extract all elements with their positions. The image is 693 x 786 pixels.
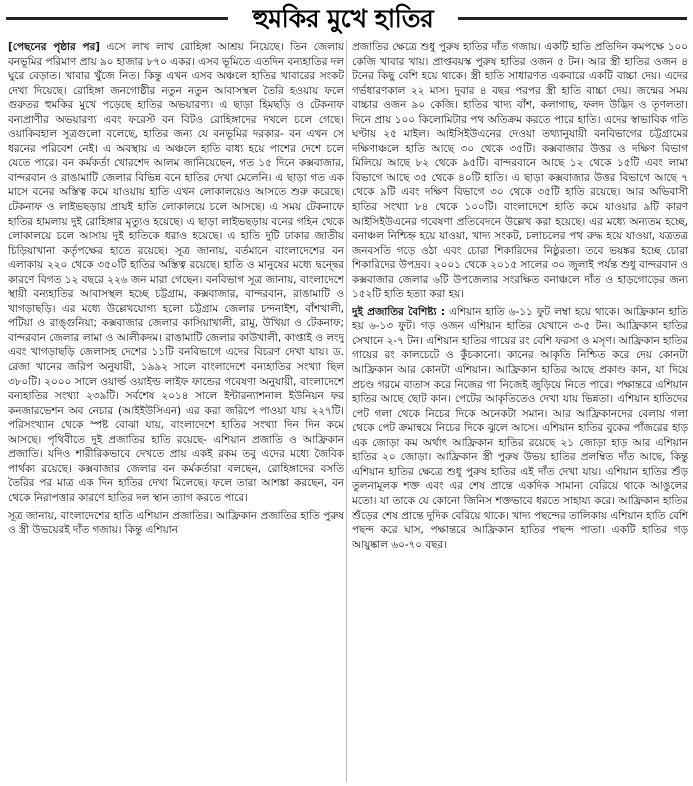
article-column-right bbox=[352, 40, 688, 782]
page-headline: হুমকির মুখে হাতির bbox=[252, 4, 434, 33]
paragraph-text: এসে লাখ লাখ রোহিঙ্গা আশ্রয় নিয়েছে। তিন জেলায় বনভূমির পরিমাণ প্রায় ৯০ হাজার ৮৭০ একর। এসব ভূমিতে এতদিন বন্যহাতির দল ঘুরে বেড়াত। খাবার খুঁজে নিত। কিন্তু এখন এসব অঞ্চলে হাতির খাবারের সংকট দেখা দিয়েছে। রোহিঙ্গা জনগোষ্ঠীর নতুন নতুন আবাসস্থল তৈরি হওয়ায় ফলে গুরুতর হুমকির মুখে পড়েছে হাতির অভয়ারণ্য। এ ছাড়া হিমছড়ি ও টেকনাফ বন্যপ্রাণীর অভয়ারণ্য এবং ফরেস্ট বন বিটও রোহিঙ্গাদের দখলে চলে গেছে। ওয়াকিবহাল সূত্রগুলো বলেছে, হাতির জন্য যে বনভূমির দরকার- বন এখন সে ধরনের পরিবেশ নেই। এ অবস্থায় এ অঞ্চলে হাতি বাধ্য হয়ে পাশের দেশে চলে যেতে পারে। বন কর্মকর্তা খোরশেদ আলম জানিয়েছেন, গত ১৫ দিনে কক্সবাজার, বান্দরবান ও রাঙামাটি জেলার বিভিন্ন বনে হাতির দেখা মেলেনি। এ ছাড়া গত এক মাসে বনের অস্তিত্ব কমে যাওয়ায় হাতি এখন লোকালয়েও আসতে শুরু করেছে। টেকনাফ ও লাইভছড়ায় প্রায়ই হাতি লোকালয়ে চলে আসছে। এ সময় টেকনাফে হাতির হামলায় দুই রোহিঙ্গার মৃত্যুও হয়েছে। এ ছাড়া লাইভছড়ায় বনের গহিন থেকে লোকালয়ে চলে আসায় দুই হাতিকে ধরাও হয়েছে। এ হাতি দুটি ঢাকার জাতীয় চিড়িয়াখানা কর্তৃপক্ষের হাতে রয়েছে। সূত্র জানায়, বর্তমানে বাংলাদেশের বন এলাকায় ২২০ থেকে ৩৫০টি হাতির অস্তিত্ব রয়েছে। হাতি ও মানুষের মধ্যে দ্বন্দ্বের কারণে বিগত ১২ বছরে ২২৬ জন মারা গেছেন। বনবিভাগ সূত্র জানায়, বাংলাদেশে স্থায়ী বন্যহাতির আবাসস্থল হচ্ছে চট্টগ্রাম, কক্সবাজার, বান্দরবান, রাঙামাটি ও খাগড়াছড়ি। এর মধ্যে উল্লেখযোগ্য হলো চট্টগ্রাম জেলার চন্দনাইশ, বাঁশখালী, পটিয়া ও রাঙ্গুনিয়া; কক্সবাজার জেলার কাসিয়াখালী, রামু, উখিয়া ও টেকনাফ; বান্দরবান জেলার লামা ও আলীকদম। রাঙামাটি জেলার কাউখালী, কাপ্তাই ও লংদু এবং খাগড়াছড়ি জেলাসহ দেশের ১১টি বনবিভাগে এদের বিচরণ দেখা যায়। ড. রেজা খানের জরিপ অনুযায়ী, ১৯৯২ সালে বাংলাদেশে বন্যহাতির সংখ্যা ছিল ৩৮০টি। ২০০০ সালে ওয়ার্ল্ড ওয়াইল্ড লাইফ ফান্ডের গবেষণা অনুযায়ী, বাংলাদেশে বন্যহাতির সংখ্যা ২৩৯টি। সর্বশেষ ২০১৪ সালে ইন্টারন্যাশনাল ইউনিয়ন ফর কনজারভেশন অব নেচার (আইইউসিএন) এর করা জরিপে পাওয়া যায় ২২৭টি। পরিসংখ্যান থেকে স্পষ্ট বোঝা যায়, বাংলাদেশে হাতির সংখ্যা দিন দিন কমে আসছে। পৃথিবীতে দুই প্রজাতির হাতি রয়েছে- এশিয়ান প্রজাতি ও আফ্রিকান প্রজাতি। যদিও শারীরিকভাবে দেখতে প্রায় একই রকম তবু এদের মধ্যে জৈবিক পার্থক্য রয়েছে। কক্সবাজার জেলার বন কর্মকর্তারা বলছেন, রোহিঙ্গাদের বসতি তৈরির পর মাত্র এক দিন হাতির দেখা মিলেছে। ফলে তারা আশঙ্কা করছেন, বন থেকে নিরাপত্তার কারণে হাতির দল স্থান ত্যাগ করতে পারে। bbox=[8, 41, 344, 504]
article-paragraph bbox=[352, 40, 688, 302]
paragraph-text: এশিয়ান হাতি ৬-১১ ফুট লম্বা হয়ে থাকে। আফ্রিকান হাতি হয় ৬-১৩ ফুট। গড় ওজন এশিয়ান হাতির যেখানে ৩-৫ টন। আফ্রিকান হাতির সেখানে ২-৭ টন। এশিয়ান হাতির গায়ের রং বেশি ফরসা ও মসৃণ। আফ্রিকান হাতির গায়ের রং কালচেটে ও কুঁচকানো। কানের আকৃতি নিশ্চিত করে দেয় কোনটা আফ্রিকান আর কোনটা এশিয়ান। আফ্রিকান হাতির আছে প্রকাণ্ড কান, যা দিয়ে প্রচণ্ড গরমে বাতাস করে নিজের গা নিজেই জুড়িয়ে নিতে পারে। পক্ষান্তরে এশিয়ান হাতির আছে ছোট কান। পেটের আকৃতিতেও দেখা যায় ভিন্নতা। এশিয়ান হাতিদের পেট গলা থেকে নিচের দিকে অনেকটা সমান। আর আফ্রিকানদের বেলায় গলা থেকে পেট ক্রমান্বয়ে নিচের দিকে ঝুলে আসে। এশিয়ান হাতির বুকের পাঁজরের হাড় এক জোড়া কম অর্থাৎ আফ্রিকান হাতির রয়েছে ২১ জোড়া হাড় আর এশিয়ান হাতির ২০ জোড়া। আফ্রিকান স্ত্রী পুরুষ উভয় হাতির প্রলম্বিত দাঁত আছে, কিন্তু এশিয়ান হাতির ক্ষেত্রে শুধু পুরুষ হাতির এই দাঁত দেখা যায়। এশিয়ান হাতির শুঁড় তুলনামূলক শক্ত এবং এর শেষ প্রান্তে একদিক সামান্য বেরিয়ে থাকে আঙুলের মতো। যা তাকে যে কোনো জিনিস শক্তভাবে ধরতে সাহায্য করে। আফ্রিকান হাতির শুঁড়ের শেষ প্রান্তে দুদিক বেরিয়ে থাকে। খাদ্য পছন্দের তালিকায় এশিয়ান হাতি বেশি পছন্দ করে ঘাস, পক্ষান্তরে আফ্রিকান হাতির পছন্দ পাতা। একটি হাতির গড় আয়ুষ্কাল ৬০-৭০ বছর। bbox=[352, 305, 688, 551]
paragraph-text: প্রজাতির ক্ষেত্রে শুধু পুরুষ হাতির দাঁত গজায়। একটি হাতি প্রতিদিন কমপক্ষে ১০০ কেজি খাবার খায়। প্রাপ্তবয়স্ক পুরুষ হাতির ওজন ৫ টন। আর স্ত্রী হাতির ওজন ৪ টনের কিছু বেশি হয়ে থাকে। স্ত্রী হাতি সাধারণত একবারে একটি বাচ্চা দেয়। এদের গর্ভধারণকাল ২২ মাস। দুবার ৪ বছর পরপর স্ত্রী হাতি বাচ্চা দেয়। জন্মের সময় বাচ্চার ওজন ৯০ কেজি। হাতির খাদ্য বাঁশ, কলাগাছ, ফলদ উদ্ভিদ ও তৃণলতা। দিনে প্রায় ১০০ কিলোমিটার পথ অতিক্রম করতে পারে হাতি। এদের স্বাভাবিক গতি ঘণ্টায় ২৫ মাইল। আইসিইউএনের দেওয়া তথ্যানুযায়ী বনবিভাগের চট্টগ্রামের দক্ষিণাঞ্চলে হাতি আছে ৩০ থেকে ৩৫টি। কক্সবাজার উত্তর ও দক্ষিণ বিভাগ মিলিয়ে আছে ৮২ থেকে ৯৫টি। বান্দরবানে আছে ১২ থেকে ১৫টি এবং লামা বিভাগে আছে ৩৫ থেকে ৪০টি হাতি। এ ছাড়া কক্সবাজার উত্তর বিভাগে আছে ৭ থেকে ৯টি এবং দক্ষিণ বিভাগে ৩০ থেকে ৩৫টি হাতি রয়েছে। আর অভিবাসী হাতির সংখ্যা ৮৪ থেকে ১০০টি। বাংলাদেশে হাতি কমে যাওয়ার ৯টি কারণ আইসিইউএনের গবেষণা প্রতিবেদনে উল্লেখ করা হয়েছে। এর মধ্যে অন্যতম হচ্ছে, বনাঞ্চল নিশ্চিহ্ন হয়ে যাওয়া, খাদ্য সংকট, চলাচলের পথ রুদ্ধ হয়ে যাওয়া, যত্রতত্র জনবসতি গড়ে ওঠা এবং চোরা শিকারিদের নিষ্ঠুরতা। তবে ভয়ঙ্কর হচ্ছে চোরা শিকারিদের উপদ্রব। ২০০১ থেকে ২০১৫ সালের ৩০ জুলাই পর্যন্ত শুধু বান্দরবান ও কক্সবাজার জেলার ৬টি উপজেলার সংরক্ষিত বনাঞ্চলে দাঁত ও হাড়গোড়ের জন্য ১৫২টি হাতি হত্যা করা হয়। bbox=[352, 41, 688, 301]
article-paragraph bbox=[8, 40, 344, 506]
headline-rule-right bbox=[458, 17, 687, 20]
section-subhead: দুই প্রজাতির বৈশিষ্ট্য : bbox=[352, 305, 445, 318]
article-paragraph bbox=[352, 305, 688, 552]
article-column-left bbox=[8, 40, 344, 782]
headline-rule-left bbox=[6, 17, 228, 20]
paragraph-text: সূত্র জানায়, বাংলাদেশের হাতি এশিয়ান প্রজাতির। আফ্রিকান প্রজাতির হাতি পুরুষ ও স্ত্রী উভয়েরই দাঁত গজায়। কিন্তু এশিয়ান bbox=[8, 509, 344, 537]
article-paragraph bbox=[8, 509, 344, 538]
headline-bar bbox=[0, 0, 693, 38]
column-divider bbox=[346, 40, 347, 782]
continued-from-label: [পেছনের পৃষ্ঠার পর] bbox=[8, 41, 101, 53]
